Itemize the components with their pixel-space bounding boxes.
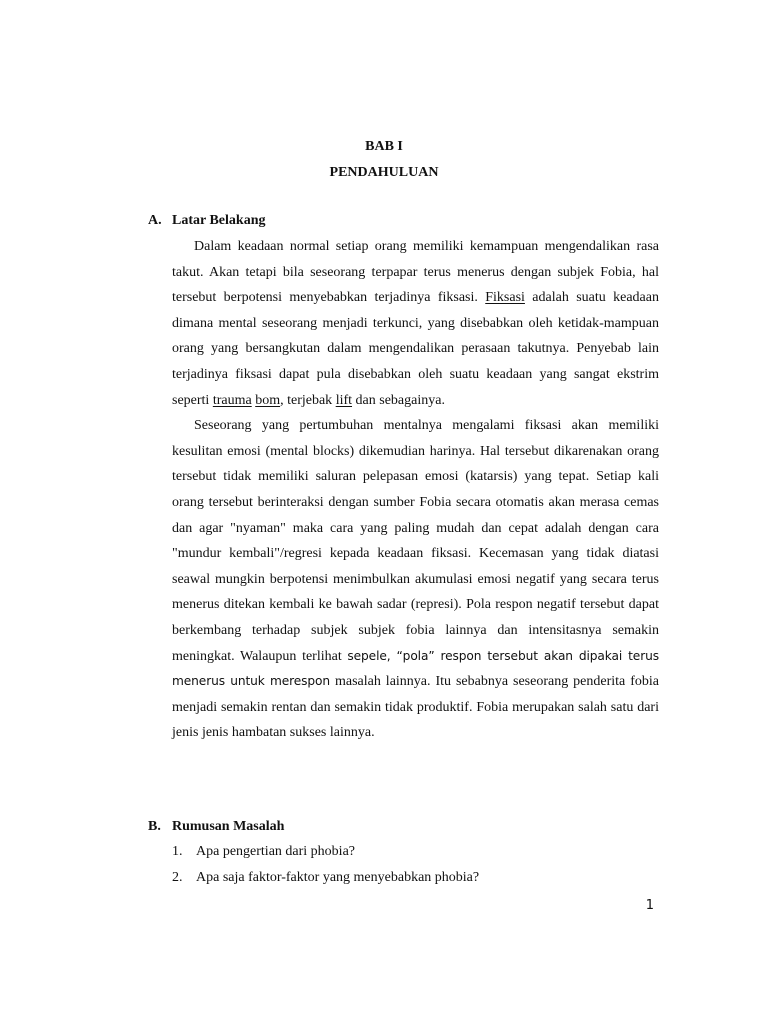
list-item-text: Apa pengertian dari phobia? [196, 844, 355, 859]
chapter-number: BAB I [365, 139, 403, 154]
paragraph-2-text-b: masalah lainnya. Itu sebabnya seseorang penderita fobia menjadi semakin rentan dan semakin tidak produktif. Fobia merupakan salah satu dari jenis jenis hambatan sukses lainnya. [172, 674, 659, 741]
section-a-heading [148, 212, 265, 230]
paragraph-2-text-a: Seseorang yang pertumbuhan mentalnya mengalami fiksasi akan memiliki kesulitan emosi (mental blocks) dikemudian harinya. Hal tersebut dikarenakan orang tersebut tidak memiliki saluran pelepasan emosi (katarsis) yang tepat. Setiap kali orang tersebut berinteraksi dengan sumber Fobia secara otomatis akan merasa cemas dan agar "nyaman" maka cara yang paling mudah dan cepat adalah dengan cara "mundur kembali"/regresi kepada keadaan fiksasi. Kecemasan yang tidak diatasi seawal mungkin berpotensi menimbulkan akumulasi emosi negatif yang secara terus menerus ditekan kembali ke bawah sadar (represi). Pola respon negatif tersebut dapat berkembang terhadap subjek subjek fobia lainnya dan intensitasnya semakin meningkat. Walaupun terlihat [172, 418, 659, 664]
section-a-title: Latar Belakang [172, 213, 266, 228]
underlined-word-trauma: trauma [212, 392, 252, 408]
paragraph-2 [172, 413, 659, 746]
list-item-number: 2. [172, 870, 183, 885]
underlined-word-lift: lift [335, 392, 353, 408]
paragraph-1-text-a: Dalam keadaan normal setiap orang memiliki kemampuan mengendalikan rasa takut. Akan tetapi bila seseorang terpapar terus menerus dengan subjek Fobia, hal tersebut berpotensi menyebabkan terjadinya fiksasi. [172, 239, 659, 306]
paragraph-2-alt-font-line: sepele, “pola” respon tersebut akan dipakai terus menerus untuk merespon [172, 648, 659, 689]
paragraph-1-text-c: , terjebak [280, 392, 336, 408]
section-a-body [172, 234, 659, 746]
section-a-letter: A. [148, 213, 162, 228]
list-item-number: 1. [172, 844, 183, 859]
paragraph-1 [172, 234, 659, 413]
paragraph-1-text-b: adalah suatu keadaan dimana mental seseorang menjadi terkunci, yang disebabkan oleh ketidak-mampuan orang yang bersangkutan dalam mengendalikan perasaan takutnya. Penyebab lain terjadinya fiksasi dapat pula disebabkan oleh suatu keadaan yang sangat ekstrim seperti [172, 290, 659, 408]
list-item [172, 865, 662, 891]
section-b-letter: B. [148, 819, 161, 834]
page-number: 1 [645, 898, 654, 913]
underlined-word-fiksasi: Fiksasi [485, 290, 525, 306]
chapter-title: PENDAHULUAN [329, 165, 439, 180]
list-item-text: Apa saja faktor-faktor yang menyebabkan phobia? [196, 870, 480, 885]
list-item [172, 839, 662, 865]
section-b-heading [148, 818, 284, 836]
underlined-word-bom: bom [255, 392, 281, 408]
paragraph-1-text-d: dan sebagainya. [352, 392, 445, 408]
problem-list [172, 839, 662, 891]
section-b-title: Rumusan Masalah [172, 819, 285, 834]
